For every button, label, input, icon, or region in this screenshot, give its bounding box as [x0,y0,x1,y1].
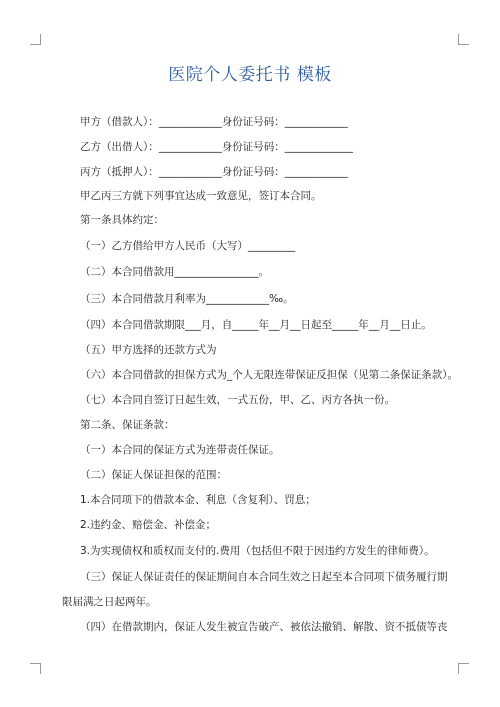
corner-mark-top-left [30,34,41,45]
clause-2-2-item-2: 2.违约金、赔偿金、补偿金； [80,519,217,531]
corner-mark-bottom-right [458,663,469,674]
corner-mark-bottom-left [30,663,41,674]
agreement-statement: 甲乙丙三方就下列事宜达成一致意见，签订本合同。 [80,190,322,202]
clause-2-2-item-3: 3.为实现债权和质权而支付的.费用（包括但不限于因违约方发生的律师费）。 [80,545,435,557]
clause-1-4: （四）本合同借款期限___月，自_____年__月__日起至_____年__月__日止。 [80,319,432,331]
clause-1-2: （二）本合同借款用________________。 [80,266,269,278]
article-1-heading: 第一条具体约定： [80,214,164,226]
clause-2-1: （一）本合同的保证方式为连带责任保证。 [80,444,280,456]
party-a-line: 甲方（借款人）：____________身份证号码：____________ [80,116,348,128]
clause-1-3: （三）本合同借款月利率为____________‰。 [80,293,294,305]
corner-mark-top-right [458,34,469,45]
clause-2-2: （二）保证人保证担保的范围： [80,469,227,481]
clause-1-7: （七）本合同自签订日起生效，一式五份，甲、乙、丙方各执一份。 [80,394,395,406]
clause-2-3-continued: 限届满之日起两年。 [62,596,157,608]
clause-2-2-item-1: 1.本合同项下的借款本金、利息（含复利）、罚息； [80,494,316,506]
party-c-line: 丙方（抵押人）：____________身份证号码：____________ [80,166,348,178]
article-2-heading: 第二条、保证条款： [80,419,175,431]
clause-2-3: （三）保证人保证责任的保证期间自本合同生效之日起至本合同项下债务履行期 [80,571,448,583]
document-title: 医院个人委托书 模板 [168,65,332,85]
clause-1-6: （六）本合同借款的担保方式为_个人无限连带保证反担保（见第二条保证条款）。 [80,369,458,381]
party-b-line: 乙方（出借人）：____________身份证号码：_____________ [80,141,353,153]
clause-2-4: （四）在借款期内，保证人发生被宣告破产、被依法撤销、解散、资不抵债等丧 [80,621,448,633]
clause-1-1: （一）乙方借给甲方人民币（大写）_________ [80,240,296,252]
clause-1-5: （五）甲方选择的还款方式为 [80,344,217,356]
